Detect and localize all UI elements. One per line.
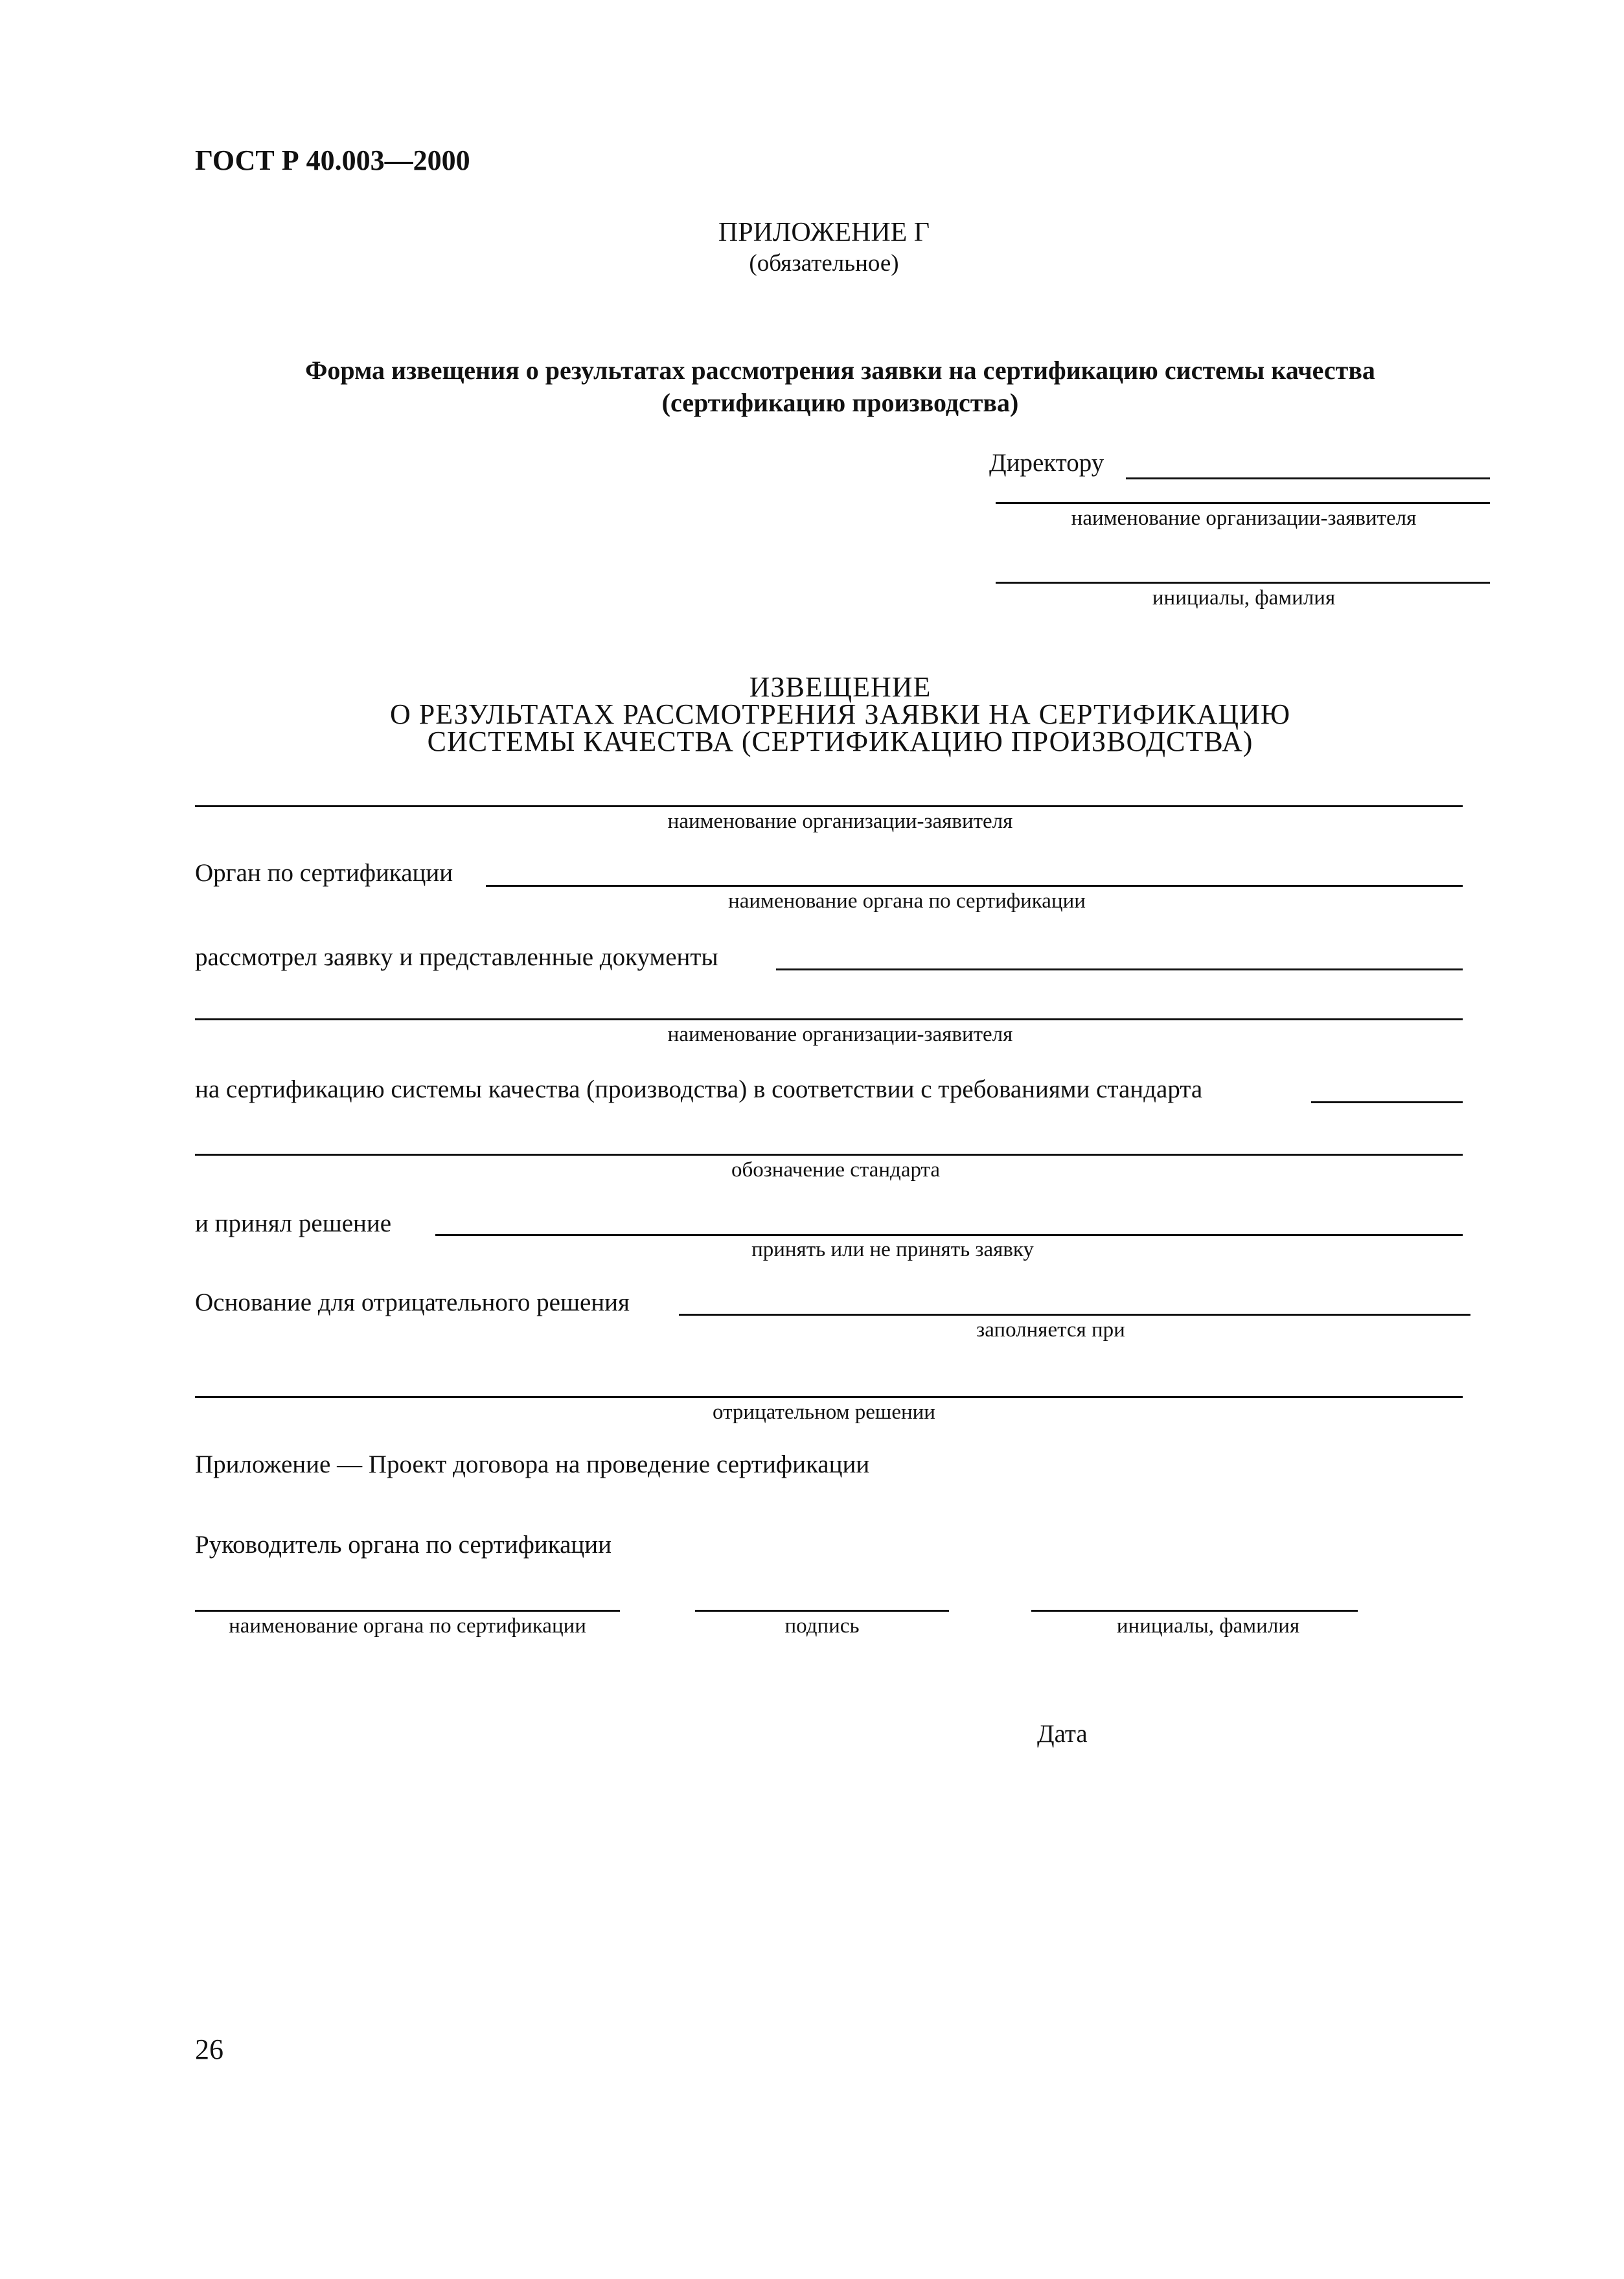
appendix-status: (обязательное) <box>749 250 899 277</box>
sign-name-field-line[interactable] <box>1031 1610 1358 1612</box>
cert-body-label: Орган по сертификации <box>195 859 453 887</box>
caption-negative-2: отрицательном решении <box>713 1401 935 1424</box>
org-field-line[interactable] <box>195 805 1463 807</box>
negative-basis-label: Основание для отрицательного решения <box>195 1288 630 1316</box>
attachment-text: Приложение — Проект договора на проведение сертификации <box>195 1450 870 1478</box>
decision-field-line[interactable] <box>435 1234 1463 1236</box>
form-title-line2: (сертификацию производства) <box>661 388 1019 417</box>
negative-basis-field-line-2[interactable] <box>195 1396 1463 1398</box>
caption-org-1: наименование организации-заявителя <box>667 810 1013 833</box>
director-field-line[interactable] <box>1126 477 1490 479</box>
signature-field-line[interactable] <box>695 1610 949 1612</box>
standard-req-label: на сертификацию системы качества (производства) в соответствии с требованиями стандарта <box>195 1075 1203 1103</box>
standard-designation: ГОСТ Р 40.003—2000 <box>195 144 470 176</box>
date-label: Дата <box>1037 1720 1088 1748</box>
cert-body-field-line[interactable] <box>486 885 1463 887</box>
reviewed-field-line[interactable] <box>776 968 1463 970</box>
appendix-title: ПРИЛОЖЕНИЕ Г <box>718 218 930 247</box>
decision-label: и принял решение <box>195 1209 392 1237</box>
caption-decision: принять или не принять заявку <box>751 1238 1034 1261</box>
caption-sign-name: инициалы, фамилия <box>1116 1614 1300 1638</box>
form-title-line1: Форма извещения о результатах рассмотрения заявки на сертификацию системы качества <box>305 356 1375 385</box>
caption-negative-1: заполняется при <box>976 1318 1125 1342</box>
caption-org-name: наименование организации-заявителя <box>1071 507 1417 530</box>
notice-title: ИЗВЕЩЕНИЕ <box>749 671 932 703</box>
standard-designation-line[interactable] <box>195 1154 1463 1156</box>
initials-field-line[interactable] <box>996 582 1490 584</box>
caption-org-2: наименование организации-заявителя <box>667 1023 1013 1046</box>
director-label: Директору <box>989 449 1104 477</box>
reviewed-label: рассмотрел заявку и представленные документы <box>195 943 718 971</box>
caption-standard: обозначение стандарта <box>731 1158 941 1182</box>
caption-signature: подпись <box>784 1614 860 1638</box>
notice-subtitle-line2: СИСТЕМЫ КАЧЕСТВА (СЕРТИФИКАЦИЮ ПРОИЗВОДСТВА) <box>427 726 1253 757</box>
caption-initials: инициалы, фамилия <box>1152 586 1336 610</box>
caption-sign-body: наименование органа по сертификации <box>229 1614 586 1638</box>
sign-body-field-line[interactable] <box>195 1610 620 1612</box>
standard-field-line[interactable] <box>1311 1101 1463 1103</box>
org-field-line-2[interactable] <box>195 1018 1463 1020</box>
org-name-field-line[interactable] <box>996 502 1490 504</box>
caption-cert-body: наименование органа по сертификации <box>728 889 1086 913</box>
head-label: Руководитель органа по сертификации <box>195 1531 612 1559</box>
negative-basis-field-line[interactable] <box>679 1314 1470 1316</box>
page-number: 26 <box>195 2033 223 2065</box>
notice-subtitle-line1: О РЕЗУЛЬТАТАХ РАССМОТРЕНИЯ ЗАЯВКИ НА СЕРТИФИКАЦИЮ <box>389 698 1291 730</box>
